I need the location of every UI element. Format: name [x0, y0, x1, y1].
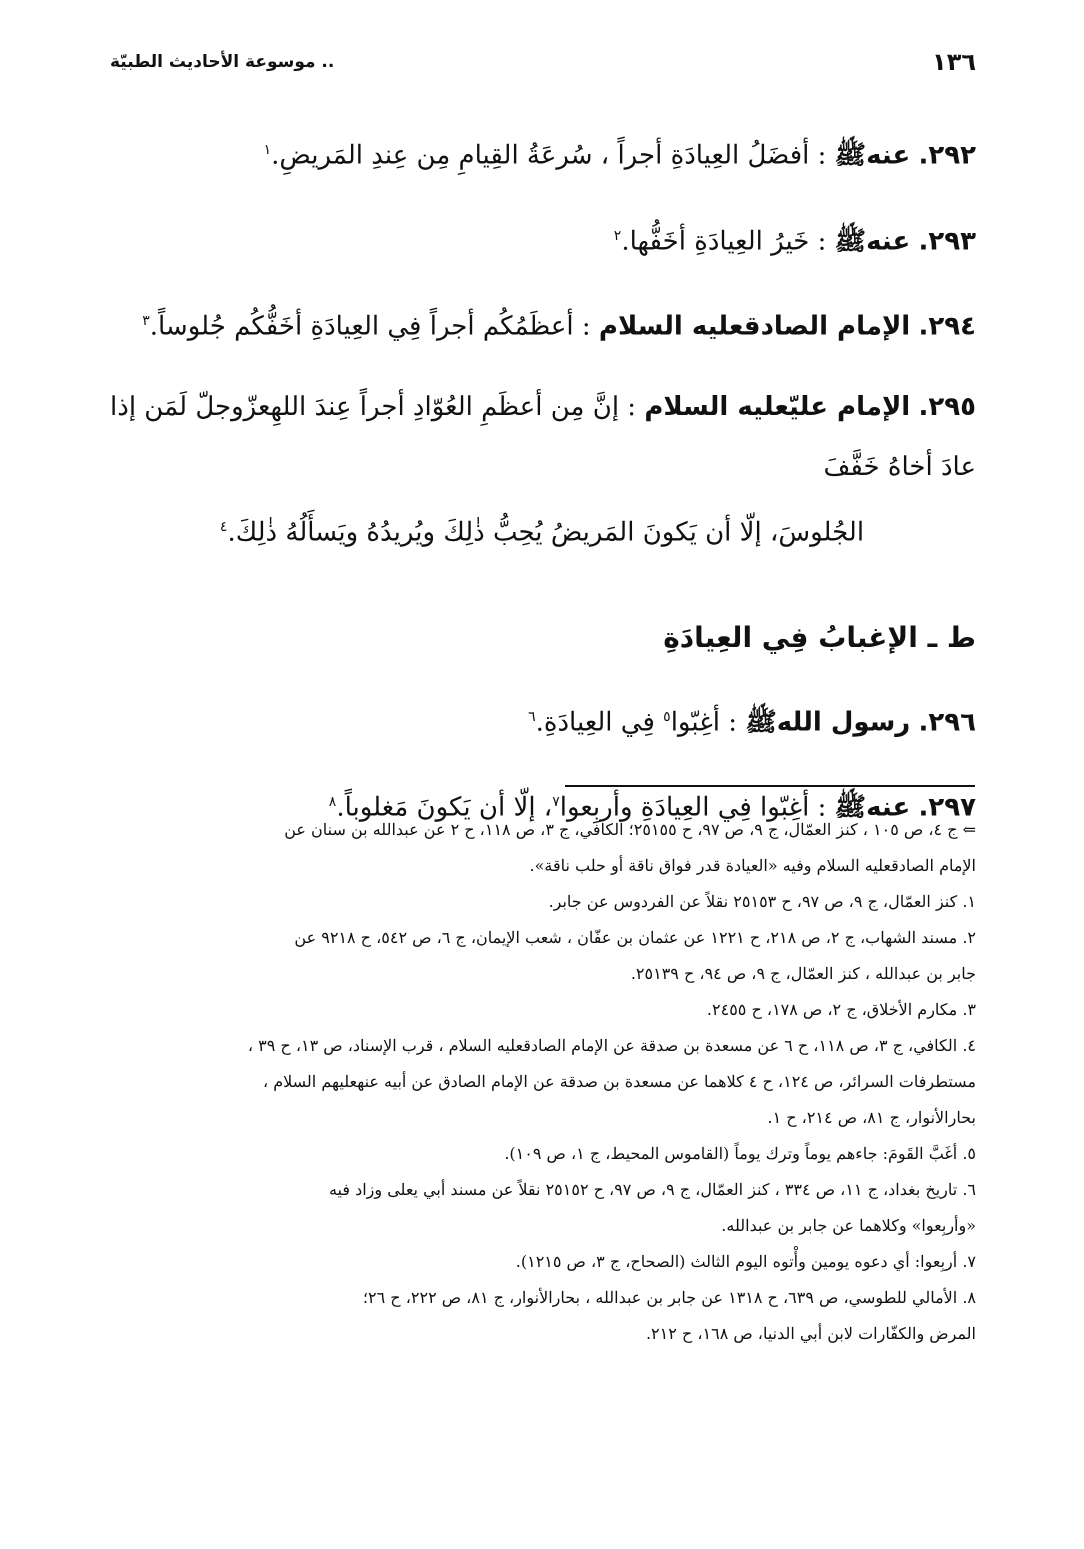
footnote-text: مستطرفات السرائر، ص ١٢٤، ح ٤ كلاهما عن مسعدة بن صدقة عن الإمام الصادق عن أبيه عنهعليهم السلام ،: [262, 1072, 976, 1091]
footnote-line: [108, 956, 976, 992]
footnote-ref[interactable]: ٨: [328, 794, 337, 811]
footnote-number: ٦.: [962, 1180, 976, 1199]
hadith-number: ٢٩٢.: [918, 140, 976, 171]
hadith-text: : أغِبّوا فِي العِيادَةِ وأربِعوا: [559, 792, 827, 823]
section-title: ط ـ الإغبابُ فِي العِيادَةِ: [663, 620, 976, 654]
footnote-text: الإمام الصادقعليه السلام وفيه «العيادة قدر فواق ناقة أو حلب ناقة».: [529, 856, 976, 875]
footnote-text: جابر بن عبدالله ، كنز العمّال، ج ٩، ص ٩٤، ح ٢٥١٣٩.: [630, 964, 976, 983]
footnote-number: ٣.: [962, 1000, 976, 1019]
footnote-line: [108, 1208, 976, 1244]
page-number: ١٣٦: [932, 48, 976, 76]
hadith-narrator: الإمام الصادقعليه السلام: [598, 311, 911, 342]
footnote-line: [108, 1172, 976, 1208]
footnote-text: الكافي، ج ٣، ص ١١٨، ح ٦ عن مسعدة بن صدقة عن الإمام الصادقعليه السلام ، قرب الإسناد، ص ١٣، ح ٣٩ ،: [247, 1036, 958, 1055]
hadith-number: ٢٩٥.: [918, 391, 976, 422]
hadith-text-cont: الجُلوسَ، إلّا أن يَكونَ المَريضُ يُحِبُّ ذٰلِكَ ويُريدُهُ ويَسأَلُهُ ذٰلِكَ.: [227, 517, 865, 548]
hadith-292: [108, 120, 976, 186]
hadith-text-cont: ، إلّا أن يَكونَ مَغلوباً.: [336, 792, 553, 823]
footnote-ref[interactable]: ٧: [552, 794, 560, 811]
footnote-line: [108, 1136, 976, 1172]
footnote-number: ٥.: [962, 1144, 976, 1163]
footnote-line: [108, 920, 976, 956]
footnote-ref[interactable]: ١: [263, 142, 272, 158]
footnote-line: [108, 1244, 976, 1280]
footnote-text: كنز العمّال، ج ٩، ص ٩٧، ح ٢٥١٥٣ نقلاً عن الفردوس عن جابر.: [548, 892, 958, 911]
hadith-narrator: عنهﷺ: [834, 140, 911, 171]
hadith-narrator: عنهﷺ: [834, 792, 911, 823]
hadith-narrator: رسول اللهﷺ: [745, 707, 911, 738]
hadith-number: ٢٩٤.: [918, 311, 976, 342]
running-title: .. موسوعة الأحاديث الطبيّة: [110, 52, 335, 72]
footnote-line: [108, 812, 976, 848]
footnotes: [108, 812, 976, 1352]
footnote-ref[interactable]: ٥: [663, 708, 671, 725]
hadith-number: ٢٩٧.: [918, 792, 976, 823]
footnote-line: [108, 848, 976, 884]
footnote-line: [108, 1280, 976, 1316]
footnote-line: [108, 992, 976, 1028]
hadith-294: [108, 291, 976, 357]
hadith-number: ٢٩٣.: [918, 226, 976, 257]
footnote-text: أغَبَّ القَومَ: جاءهم يوماً وترك يوماً (القاموس المحيط، ج ١، ص ١٠٩).: [504, 1144, 958, 1163]
footnote-line: [108, 884, 976, 920]
footnote-line: [108, 1064, 976, 1100]
hadith-narrator: عنهﷺ: [834, 226, 911, 257]
hadith-296: [108, 687, 976, 753]
footnote-text: مسند الشهاب، ج ٢، ص ٢١٨، ح ١٢٢١ عن عثمان بن عفّان ، شعب الإيمان، ج ٦، ص ٥٤٢، ح ٩٢١٨ عن: [294, 928, 958, 947]
footnote-text: الأمالي للطوسي، ص ٦٣٩، ح ١٣١٨ عن جابر بن عبدالله ، بحارالأنوار، ج ٨١، ص ٢٢٢، ح ٢٦؛: [362, 1288, 958, 1307]
hadith-text: : أغِبّوا: [670, 707, 738, 738]
footnote-text: ⇐ ج ٤، ص ١٠٥ ، كنز العمّال، ج ٩، ص ٩٧، ح ٢٥١٥٥؛ الكافي، ج ٣، ص ١١٨، ح ٢ عن عبدالله بن سنان عن: [284, 820, 976, 839]
footnote-text: «وأربِعوا» وكلاهما عن جابر بن عبدالله.: [721, 1216, 976, 1235]
hadith-narrator: الإمام عليّعليه السلام: [644, 391, 911, 422]
footnote-text: مكارم الأخلاق، ج ٢، ص ١٧٨، ح ٢٤٥٥.: [706, 1000, 958, 1019]
hadith-text: : أعظَمُكُم أجراً فِي العِيادَةِ أخَفُّكُم جُلوساً.: [149, 311, 591, 342]
hadith-text: : أفضَلُ العِيادَةِ أجراً ، سُرعَةُ القِيامِ مِن عِندِ المَريضِ.: [271, 140, 827, 171]
main-text: [108, 120, 976, 858]
footnote-line: [108, 1028, 976, 1064]
footnote-number: ٧.: [962, 1252, 976, 1271]
hadith-number: ٢٩٦.: [918, 707, 976, 738]
hadith-text-line2: [108, 497, 976, 563]
footnote-number: ٤.: [962, 1036, 976, 1055]
hadith-text: : إنَّ مِن أعظَمِ العُوّادِ أجراً عِندَ اللهِعزّوجلّ لَمَن إذا عادَ أخاهُ خَفَّفَ: [110, 391, 976, 482]
footnote-ref[interactable]: ٢: [613, 227, 622, 244]
footnote-ref[interactable]: ٤: [219, 518, 228, 535]
footnote-line: [108, 1100, 976, 1136]
hadith-text: : خَيرُ العِيادَةِ أخَفُّها.: [621, 226, 827, 257]
footnote-number: ٢.: [962, 928, 976, 947]
footnote-text: بحارالأنوار، ج ٨١، ص ٢١٤، ح ١.: [767, 1108, 976, 1127]
footnote-number: ٨.: [962, 1288, 976, 1307]
footnote-text: أربِعوا: أي دعوه يومين وأْتوه اليوم الثالث (الصحاح، ج ٣، ص ١٢١٥).: [515, 1252, 958, 1271]
footnote-text: تاريخ بغداد، ج ١١، ص ٣٣٤ ، كنز العمّال، ج ٩، ص ٩٧، ح ٢٥١٥٢ نقلاً عن مسند أبي يعلى وزاد فيه: [328, 1180, 958, 1199]
footnote-text: المرض والكفّارات لابن أبي الدنيا، ص ١٦٨، ح ٢١٢.: [645, 1324, 976, 1343]
footnote-number: ١.: [962, 892, 976, 911]
footnote-line: [108, 1316, 976, 1352]
footnote-ref[interactable]: ٦: [528, 708, 536, 725]
hadith-293: [108, 206, 976, 272]
hadith-text-cont: فِي العِيادَةِ.: [535, 707, 655, 738]
page-header: [110, 42, 976, 82]
footnote-divider: [565, 785, 975, 787]
hadith-295: [108, 377, 976, 563]
footnote-ref[interactable]: ٣: [142, 313, 150, 330]
